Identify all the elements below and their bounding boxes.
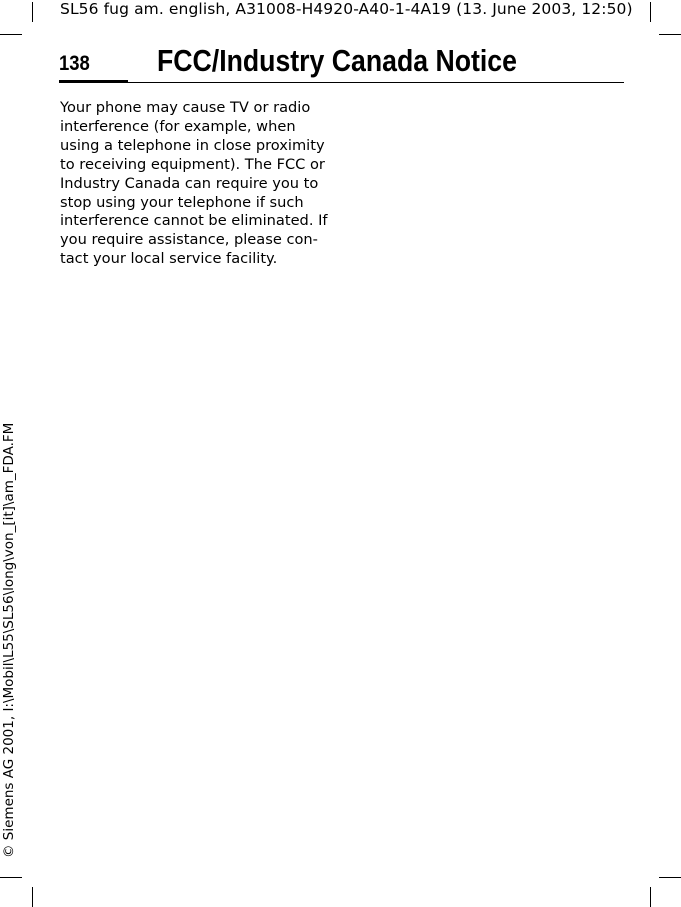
paragraph-line: using a telephone in close proximity [60, 136, 325, 154]
paragraph-line: to receiving equipment). The FCC or [60, 155, 325, 173]
heading-rule [128, 82, 624, 83]
paragraph-line: Industry Canada can require you to [60, 174, 319, 192]
paragraph-line: interference cannot be eliminated. If [60, 212, 328, 230]
paragraph-line: you require assistance, please con- [60, 231, 318, 249]
crop-mark [0, 34, 22, 35]
page-number: 138 [59, 52, 90, 75]
paragraph-line: interference (for example, when [60, 117, 296, 135]
crop-mark [659, 34, 681, 35]
page-title: FCC/Industry Canada Notice [157, 43, 517, 78]
paragraph-line: tact your local service facility. [60, 250, 278, 268]
heading-rule-thick [59, 80, 128, 83]
crop-mark [0, 877, 22, 878]
notice-paragraph [60, 99, 330, 269]
paragraph-line: Your phone may cause TV or radio [60, 99, 311, 116]
crop-mark [650, 887, 651, 907]
crop-mark [659, 877, 681, 878]
crop-mark [32, 887, 33, 907]
paragraph-line: stop using your telephone if such [60, 193, 304, 211]
crop-mark [32, 2, 33, 22]
print-header: SL56 fug am. english, A31008-H4920-A40-1-4A19 (13. June 2003, 12:50) [60, 0, 633, 18]
copyright-filepath: © Siemens AG 2001, I:\Mobil\L55\SL56\long\von_[it]\am_FDA.FM [1, 422, 17, 858]
crop-mark [650, 2, 651, 22]
